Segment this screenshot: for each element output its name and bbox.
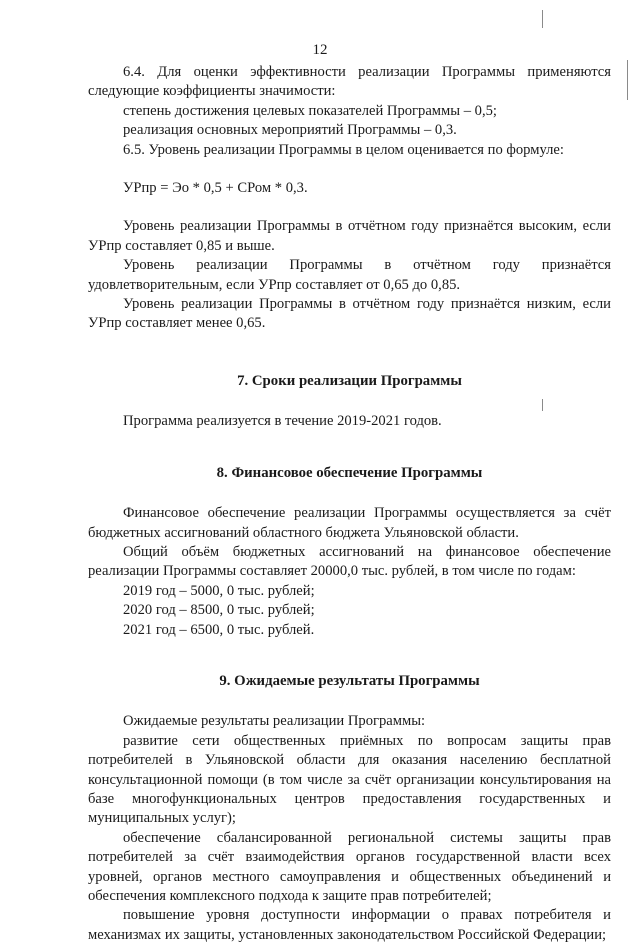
funding-2019: 2019 год – 5000, 0 тыс. рублей; <box>123 582 315 599</box>
page-number: 12 <box>312 42 328 58</box>
result-item-3: повышение уровня доступности информации о правах потребителя и механизмах их защиты, установленных законодательством Российской Федерации; <box>88 907 611 943</box>
document-body <box>88 63 611 945</box>
result-item-2: обеспечение сбалансированной региональной системы защиты прав потребителей за счёт взаимодействия органов государственной власти всех уровней, органов местного самоуправления и общественных объединений и обеспечения комплексного подхода к защите прав потребителей; <box>88 829 611 904</box>
coefficient-targets: степень достижения целевых показателей Программы – 0,5; <box>123 102 497 119</box>
coefficient-activities: реализация основных мероприятий Программы – 0,3. <box>123 122 457 139</box>
section-8-funding-source: Финансовое обеспечение реализации Программы осуществляется за счёт бюджетных ассигнований областного бюджета Ульяновской области. <box>88 505 611 541</box>
section-9-intro: Ожидаемые результаты реализации Программы: <box>123 713 426 730</box>
section-7-text: Программа реализуется в течение 2019-2021 годов. <box>123 413 442 430</box>
paragraph-6-4: 6.4. Для оценки эффективности реализации Программы применяются следующие коэффициенты значимости: <box>88 64 611 100</box>
funding-2021: 2021 год – 6500, 0 тыс. рублей. <box>123 621 315 638</box>
formula: УРпр = Эо * 0,5 + СРом * 0,3. <box>123 180 308 197</box>
scan-mark-right-edge <box>627 60 628 100</box>
result-item-1: развитие сети общественных приёмных по вопросам защиты прав потребителей в Ульяновской области для оказания населению бесплатной консультационной помощи (в том числе за счёт организации консультирования на базе многофункциональных центров предоставления государственных и муниципальных услуг); <box>88 732 611 827</box>
funding-2020: 2020 год – 8500, 0 тыс. рублей; <box>123 602 315 619</box>
section-9-heading: 9. Ожидаемые результаты Программы <box>219 672 480 689</box>
paragraph-6-5: 6.5. Уровень реализации Программы в целом оценивается по формуле: <box>123 141 564 158</box>
level-high: Уровень реализации Программы в отчётном году признаётся высоким, если УРпр составляет 0,85 и выше. <box>88 218 611 254</box>
level-low: Уровень реализации Программы в отчётном году признаётся низким, если УРпр составляет менее 0,65. <box>88 296 611 332</box>
level-satisfactory: Уровень реализации Программы в отчётном году признаётся удовлетворительным, если УРпр составляет от 0,65 до 0,85. <box>88 257 611 293</box>
section-8-heading: 8. Финансовое обеспечение Программы <box>216 464 483 481</box>
section-8-funding-total: Общий объём бюджетных ассигнований на финансовое обеспечение реализации Программы составляет 20000,0 тыс. рублей, в том числе по годам: <box>88 543 611 580</box>
section-7-heading: 7. Сроки реализации Программы <box>237 372 462 389</box>
scan-mark-top-right <box>542 10 543 28</box>
